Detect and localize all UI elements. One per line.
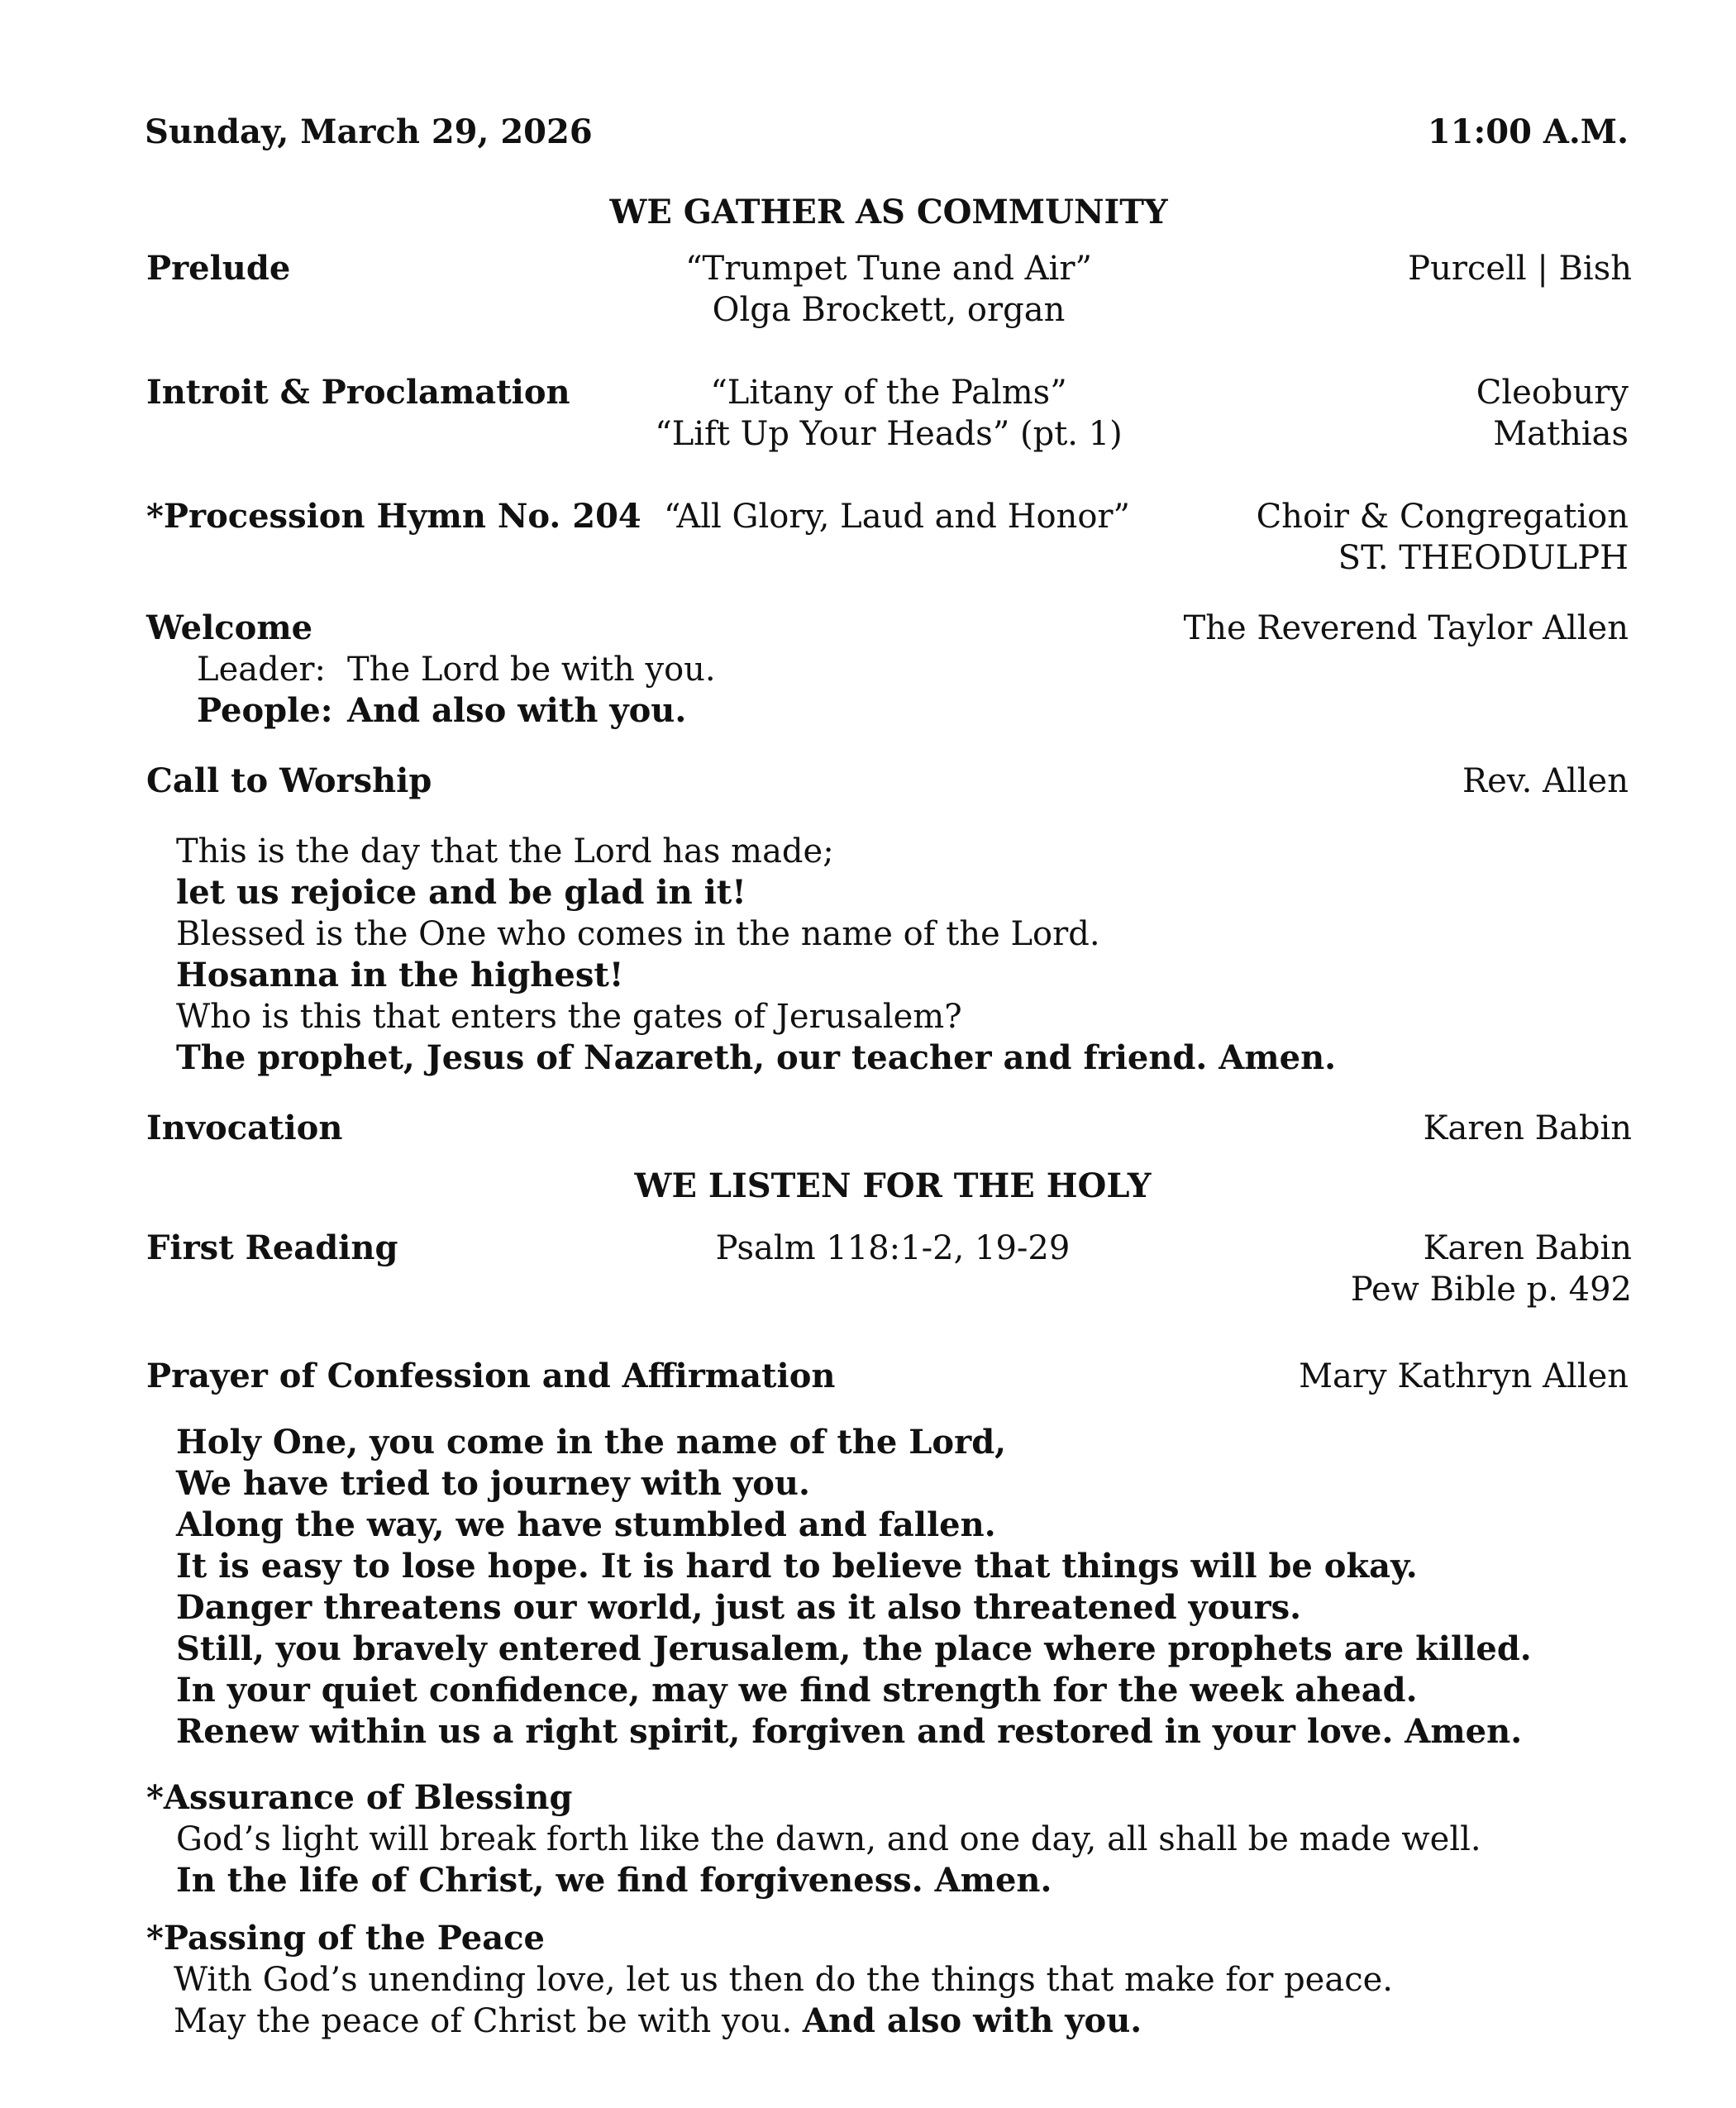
prelude-title: “Trumpet Tune and Air” [685,250,1092,288]
welcome-label: Welcome [146,608,313,647]
assurance-label: *Assurance of Blessing [146,1778,573,1817]
invocation-label: Invocation [146,1109,343,1147]
call-line: Who is this that enters the gates of Jerusalem? [176,998,962,1036]
confession-line: Renew within us a right spirit, forgiven and restored in your love. Amen. [176,1712,1523,1751]
leader-text: The Lord be with you. [347,651,716,689]
introit-title-2: “Lift Up Your Heads” (pt. 1) [655,415,1123,453]
section-heading-gather: WE GATHER AS COMMUNITY [609,193,1168,231]
prelude-performer: Olga Brockett, organ [712,291,1066,329]
call-line: let us rejoice and be glad in it! [176,873,746,912]
call-to-worship-leader: Rev. Allen [1462,762,1629,800]
peace-line-1: With God’s unending love, let us then do the things that make for peace. [174,1961,1393,1999]
people-label: People: [197,691,333,730]
introit-title-1: “Litany of the Palms” [710,374,1067,412]
confession-line: In your quiet confidence, may we find strength for the week ahead. [176,1671,1418,1710]
prelude-composer: Purcell | Bish [1408,250,1632,288]
assurance-line-1: God’s light will break forth like the dawn, and one day, all shall be made well. [176,1820,1481,1858]
confession-line: Holy One, you come in the name of the Lord, [176,1423,1007,1462]
people-text: And also with you. [347,691,687,730]
procession-hymn-title: “All Glory, Laud and Honor” [664,498,1130,536]
call-line: This is the day that the Lord has made; [176,832,834,870]
call-line: The prophet, Jesus of Nazareth, our teacher and friend. Amen. [176,1038,1337,1077]
service-date: Sunday, March 29, 2026 [145,112,593,151]
first-reading-passage: Psalm 118:1-2, 19-29 [715,1229,1071,1267]
assurance-line-2: In the life of Christ, we find forgiveness. Amen. [176,1861,1052,1900]
leader-label: Leader: [197,651,326,689]
first-reading-label: First Reading [146,1228,398,1267]
peace-line-2-response: And also with you. [802,2001,1142,2040]
invocation-leader: Karen Babin [1423,1109,1632,1147]
call-line: Hosanna in the highest! [176,956,624,994]
peace-line-2 [174,2001,1142,2040]
first-reading-reader: Karen Babin [1423,1229,1632,1267]
service-time: 11:00 A.M. [1427,112,1629,151]
confession-line: Along the way, we have stumbled and fallen. [176,1505,996,1544]
introit-composer-2: Mathias [1493,415,1629,453]
peace-line-2-leader: May the peace of Christ be with you. [174,2002,793,2040]
welcome-leader: The Reverend Taylor Allen [1183,609,1629,647]
procession-hymn-label: *Procession Hymn No. 204 [146,497,641,536]
procession-hymn-tune: ST. THEODULPH [1338,539,1629,577]
introit-label: Introit & Proclamation [146,373,570,412]
confession-leader: Mary Kathryn Allen [1299,1357,1629,1395]
call-to-worship-label: Call to Worship [146,761,432,800]
section-heading-listen: WE LISTEN FOR THE HOLY [634,1166,1152,1205]
confession-line: We have tried to journey with you. [176,1464,810,1503]
confession-line: It is easy to lose hope. It is hard to believe that things will be okay. [176,1547,1418,1586]
confession-label: Prayer of Confession and Affirmation [146,1357,836,1395]
peace-label: *Passing of the Peace [146,1919,545,1958]
confession-line: Danger threatens our world, just as it also threatened yours. [176,1588,1302,1627]
prelude-label: Prelude [146,249,291,288]
call-line: Blessed is the One who comes in the name of the Lord. [176,915,1100,953]
first-reading-page: Pew Bible p. 492 [1350,1271,1632,1309]
introit-composer-1: Cleobury [1476,374,1629,412]
procession-hymn-performers: Choir & Congregation [1256,498,1629,536]
confession-line: Still, you bravely entered Jerusalem, the place where prophets are killed. [176,1629,1532,1668]
